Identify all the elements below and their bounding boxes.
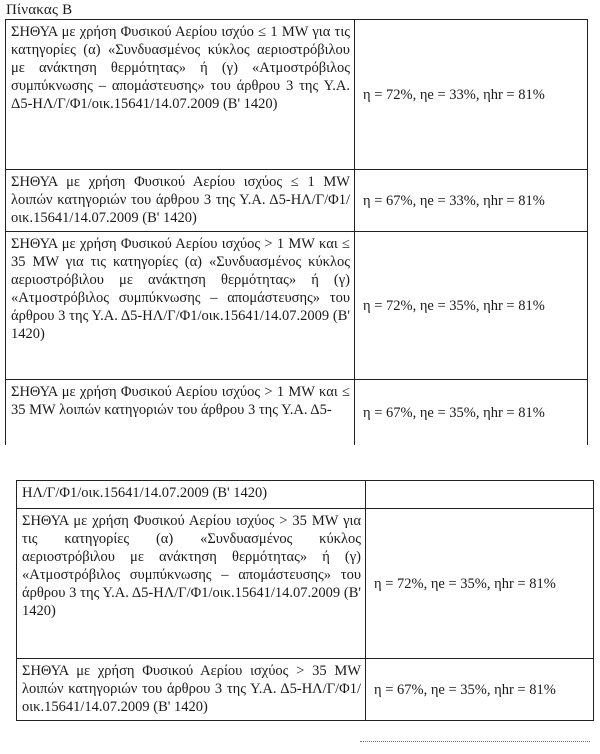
category-description: ΣΗΘΥΑ με χρήση Φυσικού Αερίου ισχύος > 1 MW και ≤ 35 MW για τις κατηγορίες (α) «Συνδυασμένος κύκλος αεριοστρόβιλου με ανάκτηση θερμότητας» ή (γ) «Ατμοστρόβιλος συμπύκνωσης – απομάστευσης» του άρθρου 3 της Υ.Α. Δ5-ΗΛ/Γ/Φ1/οικ.15641/14.07.2009 (Β' 1420) <box>6 232 355 380</box>
efficiency-values: η = 67%, ηe = 35%, ηhr = 81% <box>355 380 588 446</box>
page-title: Πίνακας Β <box>6 2 73 18</box>
category-description: ΣΗΘΥΑ με χρήση Φυσικού Αερίου ισχύος ≤ 1 MW λοιπών κατηγοριών του άρθρου 3 της Υ.Α. Δ5-ΗΛ/Γ/Φ1/οικ.15641/14.07.2009 (Β' 1420) <box>6 170 355 232</box>
efficiency-values: η = 72%, ηe = 35%, ηhr = 81% <box>355 232 588 380</box>
table-row <box>17 481 594 509</box>
scan-artifact-line <box>360 741 590 743</box>
efficiency-values: η = 72%, ηe = 35%, ηhr = 81% <box>366 509 594 659</box>
efficiency-values: η = 67%, ηe = 35%, ηhr = 81% <box>366 659 594 721</box>
table-row <box>17 659 594 721</box>
table-row <box>17 509 594 659</box>
table-row <box>6 232 588 380</box>
table-row <box>6 170 588 232</box>
category-description: ΣΗΘΥΑ με χρήση Φυσικού Αερίου ισχύος > 35 MW λοιπών κατηγοριών του άρθρου 3 της Υ.Α. Δ5-ΗΛ/Γ/Φ1/οικ.15641/14.07.2009 (Β' 1420) <box>17 659 366 721</box>
efficiency-table-part-1 <box>5 19 588 445</box>
category-description: ΗΛ/Γ/Φ1/οικ.15641/14.07.2009 (Β' 1420) <box>17 481 366 509</box>
efficiency-values <box>366 481 594 509</box>
efficiency-values: η = 72%, ηe = 33%, ηhr = 81% <box>355 20 588 170</box>
efficiency-values: η = 67%, ηe = 33%, ηhr = 81% <box>355 170 588 232</box>
table-row <box>6 380 588 446</box>
category-description: ΣΗΘΥΑ με χρήση Φυσικού Αερίου ισχύος > 1 MW και ≤ 35 MW λοιπών κατηγοριών του άρθρου 3 της Υ.Α. Δ5- <box>6 380 355 446</box>
efficiency-table-part-2 <box>16 480 594 721</box>
table-row <box>6 20 588 170</box>
category-description: ΣΗΘΥΑ με χρήση Φυσικού Αερίου ισχύος > 35 MW για τις κατηγορίες (α) «Συνδυασμένος κύκλος αεριοστρόβιλου με ανάκτηση θερμότητας» ή (γ) «Ατμοστρόβιλος συμπύκνωσης – απομάστευσης» του άρθρου 3 της Υ.Α. Δ5-ΗΛ/Γ/Φ1/οικ.15641/14.07.2009 (Β' 1420) <box>17 509 366 659</box>
category-description: ΣΗΘΥΑ με χρήση Φυσικού Αερίου ισχύο ≤ 1 MW για τις κατηγορίες (α) «Συνδυασμένος κύκλος αεριοστρόβιλου με ανάκτηση θερμότητας» ή (γ) «Ατμοστρόβιλος συμπύκνωσης – απομάστευσης» του άρθρου 3 της Υ.Α. Δ5-ΗΛ/Γ/Φ1/οικ.15641/14.07.2009 (Β' 1420) <box>6 20 355 170</box>
